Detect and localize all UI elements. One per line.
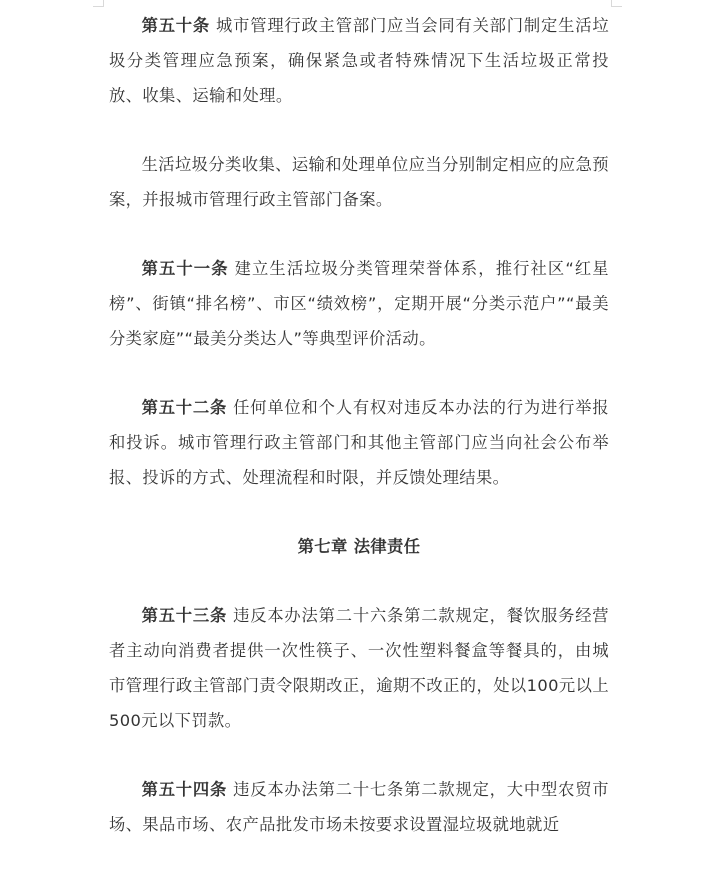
- article-51-text: 建立生活垃圾分类管理荣誉体系，推行社区“红星榜”、街镇“排名榜”、市区“绩效榜”，定期开展“分类示范户”“最美分类家庭”“最美分类达人”等典型评价活动。: [109, 259, 609, 348]
- article-54: [109, 772, 609, 842]
- paragraph-contingency-plan-text: 生活垃圾分类收集、运输和处理单位应当分别制定相应的应急预案，并报城市管理行政主管部门备案。: [109, 155, 609, 209]
- article-54-label: 第五十四条: [141, 780, 228, 799]
- article-53-label: 第五十三条: [141, 606, 228, 625]
- article-52-text: 任何单位和个人有权对违反本办法的行为进行举报和投诉。城市管理行政主管部门和其他主管部门应当向社会公布举报、投诉的方式、处理流程和时限，并反馈处理结果。: [109, 398, 609, 487]
- crop-mark-left: [93, 0, 104, 7]
- chapter-7-heading: 第七章 法律责任: [297, 537, 421, 556]
- crop-mark-right: [611, 0, 622, 7]
- article-50: [109, 8, 609, 113]
- article-50-text: 城市管理行政主管部门应当会同有关部门制定生活垃圾分类管理应急预案，确保紧急或者特殊情况下生活垃圾正常投放、收集、运输和处理。: [109, 16, 609, 105]
- article-53-text: 违反本办法第二十六条第二款规定，餐饮服务经营者主动向消费者提供一次性筷子、一次性塑料餐盒等餐具的，由城市管理行政主管部门责令限期改正，逾期不改正的，处以100元以上500元以下罚款。: [109, 606, 609, 730]
- document-body: [109, 8, 609, 876]
- article-51-label: 第五十一条: [141, 259, 229, 278]
- article-50-label: 第五十条: [141, 16, 211, 35]
- article-53: [109, 598, 609, 738]
- article-52-label: 第五十二条: [141, 398, 228, 417]
- article-52: [109, 390, 609, 495]
- paragraph-contingency-plan: [109, 147, 609, 217]
- article-54-text: 违反本办法第二十七条第二款规定，大中型农贸市场、果品市场、农产品批发市场未按要求设置湿垃圾就地就近: [109, 780, 609, 834]
- article-51: [109, 251, 609, 356]
